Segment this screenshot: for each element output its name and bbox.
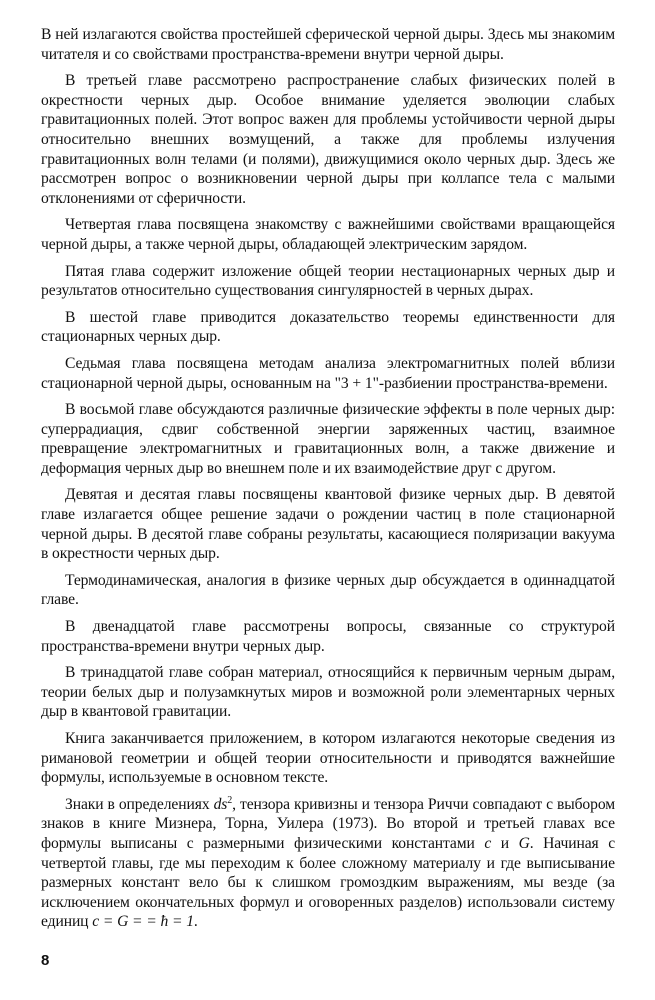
math-c: c [484, 834, 492, 852]
paragraph-chapter-9-10: Девятая и десятая главы посвящены квантовой физике черных дыр. В девятой главе излагается общее решение задачи о рождении частиц в поле стационарной черной дыры. В десятой главе собраны результаты, касающиеся поляризации вакуума в окрестности черных дыр. [41, 486, 615, 563]
paragraph-chapter-11: Термодинамическая, аналогия в физике черных дыр обсуждается в одиннадцатой главе. [41, 571, 615, 609]
math-exponent: 2 [227, 794, 233, 806]
text-run: Знаки в определениях [65, 795, 214, 813]
text-run: , тензора кривизны и тензора Риччи совпадают с выбором знаков в книге Мизнера, Торна, Уилера (1973). Во второй и третьей главах все формулы выписаны с размерными физическими константами [41, 795, 615, 852]
paragraph-appendix: Книга заканчивается приложением, в котором излагаются некоторые сведения из римановой геометрии и общей теории относительности и приводятся важнейшие формулы, используемые в основном тексте. [41, 730, 615, 787]
paragraph-sign-conventions [41, 795, 615, 932]
page-number: 8 [41, 952, 50, 969]
math-g: G [518, 834, 530, 852]
text-run: . [193, 913, 198, 931]
paragraph-chapter-6: В шестой главе приводится доказательство теоремы единственности для стационарных черных дыр. [41, 308, 615, 346]
math-ds: ds [213, 795, 228, 813]
paragraph-chapter-5: Пятая глава содержит изложение общей теории нестационарных черных дыр и результатов относительно существования сингулярностей в черных дырах. [41, 262, 615, 300]
units-formula: c = G = = ħ = 1 [92, 913, 194, 931]
paragraph-chapter-3: В третьей главе рассмотрено распространение слабых физических полей в окрестности черных дыр. Особое внимание уделяется эволюции слабых гравитационных полей. Этот вопрос важен для проблемы устойчивости черной дыры относительно внешних возмущений, а также для проблемы излучения гравитационных волн телами (и полями), движущимися около черных дыр. Здесь же рассмотрен вопрос о возникновении черной дыры при коллапсе тела с малыми отклонениями от сферичности. [41, 72, 615, 207]
paragraph-chapter-12: В двенадцатой главе рассмотрены вопросы, связанные со структурой пространства-времени внутри черных дыр. [41, 618, 615, 655]
paragraph-chapter-4: Четвертая глава посвящена знакомству с важнейшими свойствами вращающейся черной дыры, а также черной дыры, обладающей электрическим зарядом. [41, 216, 615, 253]
page-body [41, 25, 615, 939]
paragraph-chapter-7: Седьмая глава посвящена методам анализа электромагнитных полей вблизи стационарной черной дыры, основанным на "3 + 1"-разбиении пространства-времени. [41, 354, 615, 392]
paragraph-chapter-13: В тринадцатой главе собран материал, относящийся к первичным черным дырам, теории белых дыр и полузамкнутых миров и возможной роли элементарных черных дыр в квантовой гравитации. [41, 664, 615, 721]
text-run: и [491, 834, 519, 852]
paragraph-chapter-8: В восьмой главе обсуждаются различные физические эффекты в поле черных дыр: суперрадиация, сдвиг собственной энергии заряженных частиц, взаимное превращение электромагнитных и гравитационных волн, а также движение и деформация черных дыр во внешнем поле и их взаимодействие друг с другом. [41, 401, 615, 477]
text-run: . Начиная с четвертой главы, где мы переходим к более сложному материалу и где выписывание размерных констант вело бы к слишком громоздким выражениям, мы везде (за исключением окончательных формул и оговоренных разделов) использовали систему единиц [41, 834, 616, 931]
paragraph-intro: В ней излагаются свойства простейшей сферической черной дыры. Здесь мы знакомим читателя и со свойствами пространства-времени внутри черной дыры. [41, 26, 615, 63]
